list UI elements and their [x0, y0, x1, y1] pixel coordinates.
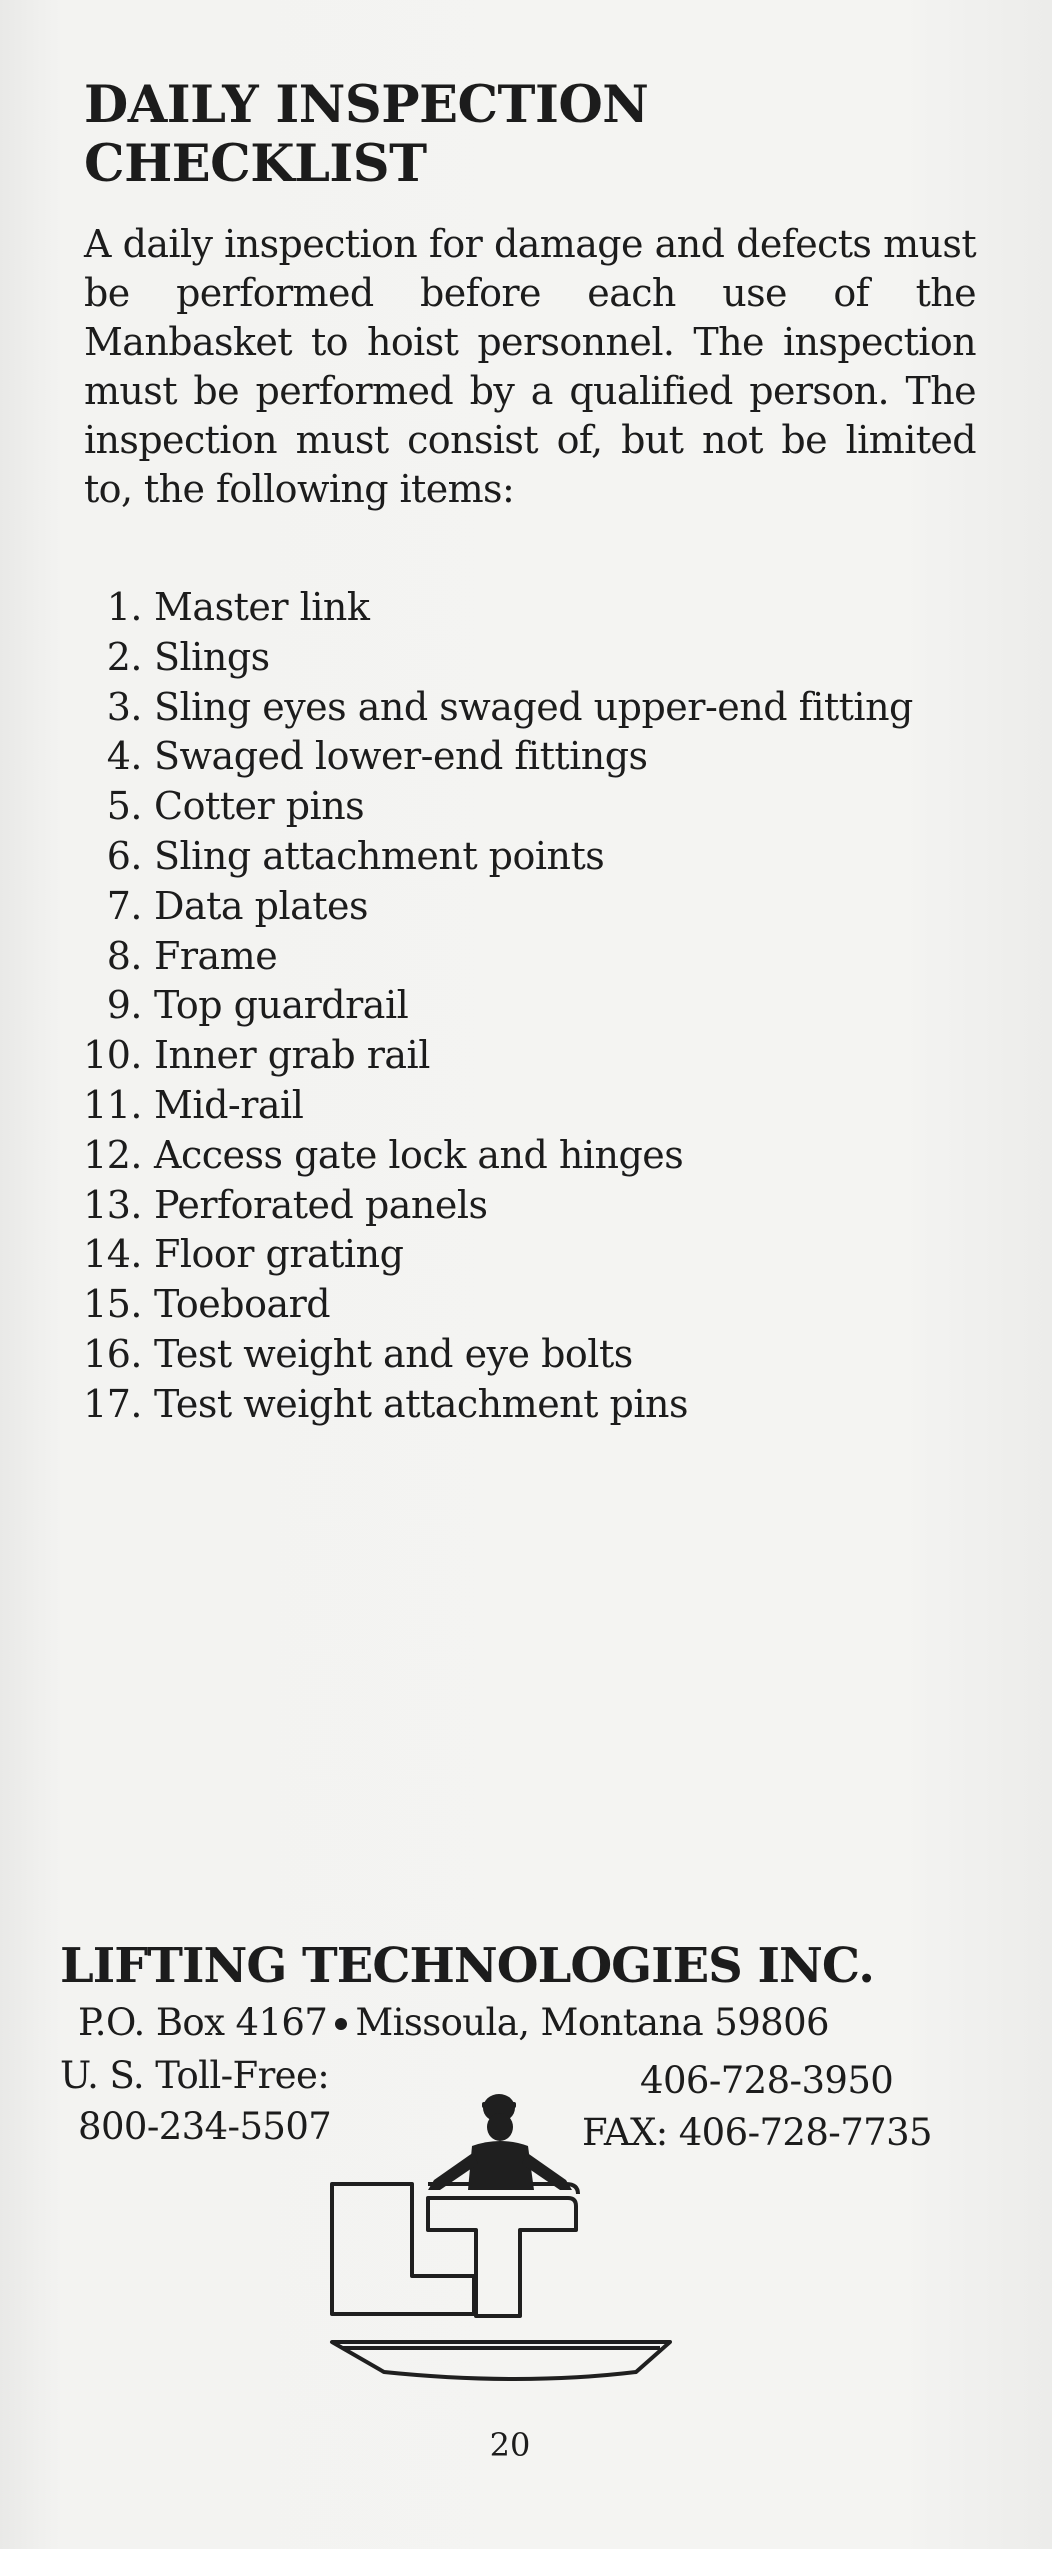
- list-item: [70, 881, 1010, 931]
- item-text: Sling eyes and swaged upper-end fitting: [154, 684, 913, 729]
- item-text: Test weight and eye bolts: [154, 1331, 633, 1376]
- item-number: 4.: [106, 734, 142, 779]
- item-text: Cotter pins: [154, 784, 365, 829]
- item-text: Slings: [154, 634, 270, 679]
- list-item: [70, 1180, 1010, 1230]
- list-item: [70, 1229, 1010, 1279]
- item-number: 14.: [83, 1232, 142, 1277]
- list-item: [70, 781, 1010, 831]
- item-number: 13.: [83, 1182, 142, 1227]
- item-text: Mid-rail: [154, 1082, 304, 1127]
- item-text: Swaged lower-end fittings: [154, 734, 648, 779]
- item-text: Floor grating: [154, 1232, 404, 1277]
- page-title: [84, 76, 804, 194]
- item-text: Access gate lock and hinges: [154, 1132, 684, 1177]
- item-text: Master link: [154, 585, 370, 629]
- tollfree-label: U. S. Toll-Free:: [60, 2054, 330, 2097]
- item-number: 5.: [106, 784, 142, 829]
- item-text: Data plates: [154, 883, 369, 928]
- company-name: LIFTING TECHNOLOGIES INC.: [60, 1938, 874, 1994]
- item-text: Top guardrail: [154, 983, 409, 1028]
- list-item: [70, 1329, 1010, 1379]
- item-number: 16.: [83, 1331, 142, 1376]
- title-line-1: DAILY INSPECTION: [84, 75, 649, 135]
- city-state-zip: Missoula, Montana 59806: [355, 2001, 829, 2044]
- list-item: [70, 980, 1010, 1030]
- list-item: [70, 1379, 1010, 1429]
- list-item: [70, 1030, 1010, 1080]
- list-item: [70, 1130, 1010, 1180]
- tollfree-number: 800-234-5507: [78, 2105, 332, 2148]
- item-number: 9.: [106, 983, 142, 1028]
- item-number: 15.: [83, 1282, 142, 1327]
- lt-manbasket-logo-icon: [320, 2080, 680, 2400]
- intro-paragraph: A daily inspection for damage and defects must be performed before each use of the Manbasket to hoist personnel. The inspection must be performed by a qualified person. The inspection must consist of, but not be limited to, the following items:: [84, 222, 976, 511]
- inspection-checklist: [70, 582, 1010, 1429]
- item-number: 8.: [106, 933, 142, 978]
- list-item: [70, 931, 1010, 981]
- list-item: [70, 1080, 1010, 1130]
- item-number: 6.: [106, 833, 142, 878]
- item-number: 12.: [83, 1132, 142, 1177]
- list-item: [70, 682, 1010, 732]
- item-text: Sling attachment points: [154, 833, 605, 878]
- po-box: P.O. Box 4167: [78, 2001, 328, 2044]
- item-text: Inner grab rail: [154, 1033, 430, 1078]
- item-text: Test weight attachment pins: [154, 1381, 688, 1426]
- item-text: Perforated panels: [154, 1182, 488, 1227]
- item-number: 11.: [83, 1082, 142, 1127]
- list-item: [70, 831, 1010, 881]
- fax-number: FAX: 406-728-7735: [582, 2111, 932, 2154]
- bullet-icon: [335, 2018, 347, 2030]
- title-line-2: CHECKLIST: [84, 134, 427, 194]
- item-number: 7.: [106, 883, 142, 928]
- item-text: Toeboard: [154, 1282, 331, 1327]
- item-number: 3.: [106, 684, 142, 729]
- list-item: [70, 731, 1010, 781]
- page-number: 20: [489, 2426, 531, 2464]
- item-number: 1.: [106, 585, 142, 629]
- item-number: 10.: [83, 1033, 142, 1078]
- company-address: [78, 2000, 829, 2046]
- phone-number: 406-728-3950: [640, 2059, 894, 2102]
- item-number: 2.: [106, 634, 142, 679]
- list-item: [70, 632, 1010, 682]
- list-item: [70, 1279, 1010, 1329]
- item-text: Frame: [154, 933, 278, 978]
- item-number: 17.: [83, 1381, 142, 1426]
- list-item: [70, 582, 1010, 632]
